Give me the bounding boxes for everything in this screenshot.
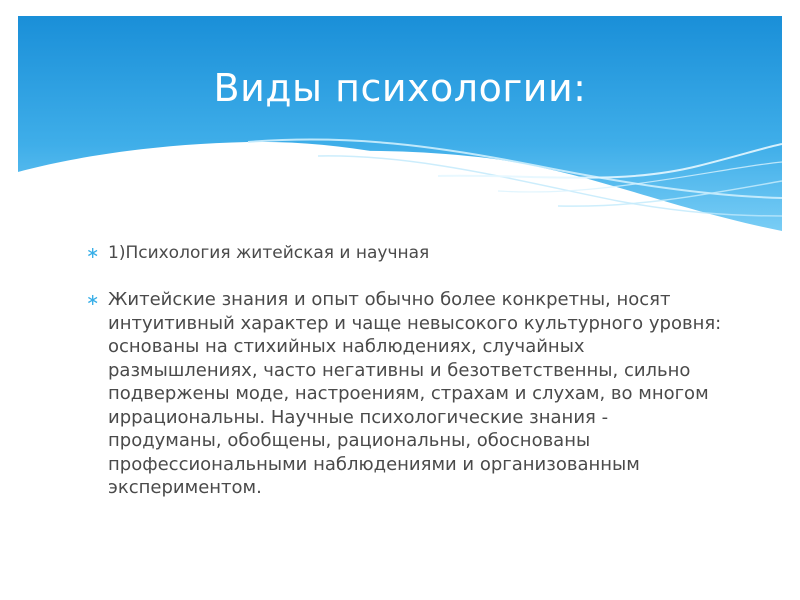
bullet-text: 1)Психология житейская и научная bbox=[108, 243, 430, 263]
header-banner bbox=[18, 16, 782, 246]
bullet-list bbox=[86, 240, 726, 500]
bullet-marker-icon: ∗ bbox=[86, 290, 100, 309]
bullet-marker-icon: ∗ bbox=[86, 243, 100, 262]
bullet-item bbox=[86, 288, 726, 500]
bullet-text: Житейские знания и опыт обычно более конкретны, носят интуитивный характер и чаще невысокого культурного уровня: основаны на стихийных наблюдениях, случайных размышлениях, часто негативны и безответственны, сильно подвержены моде, настроениям, страхам и слухам, во многом иррациональны. Научные психологические знания - продуманы, обобщены, рациональны, обоснованы профессиональными наблюдениями и организованным экспериментом. bbox=[108, 289, 722, 498]
slide-title: Виды психологии: bbox=[213, 66, 587, 110]
bullet-item bbox=[86, 240, 726, 266]
wave-background bbox=[18, 16, 782, 246]
